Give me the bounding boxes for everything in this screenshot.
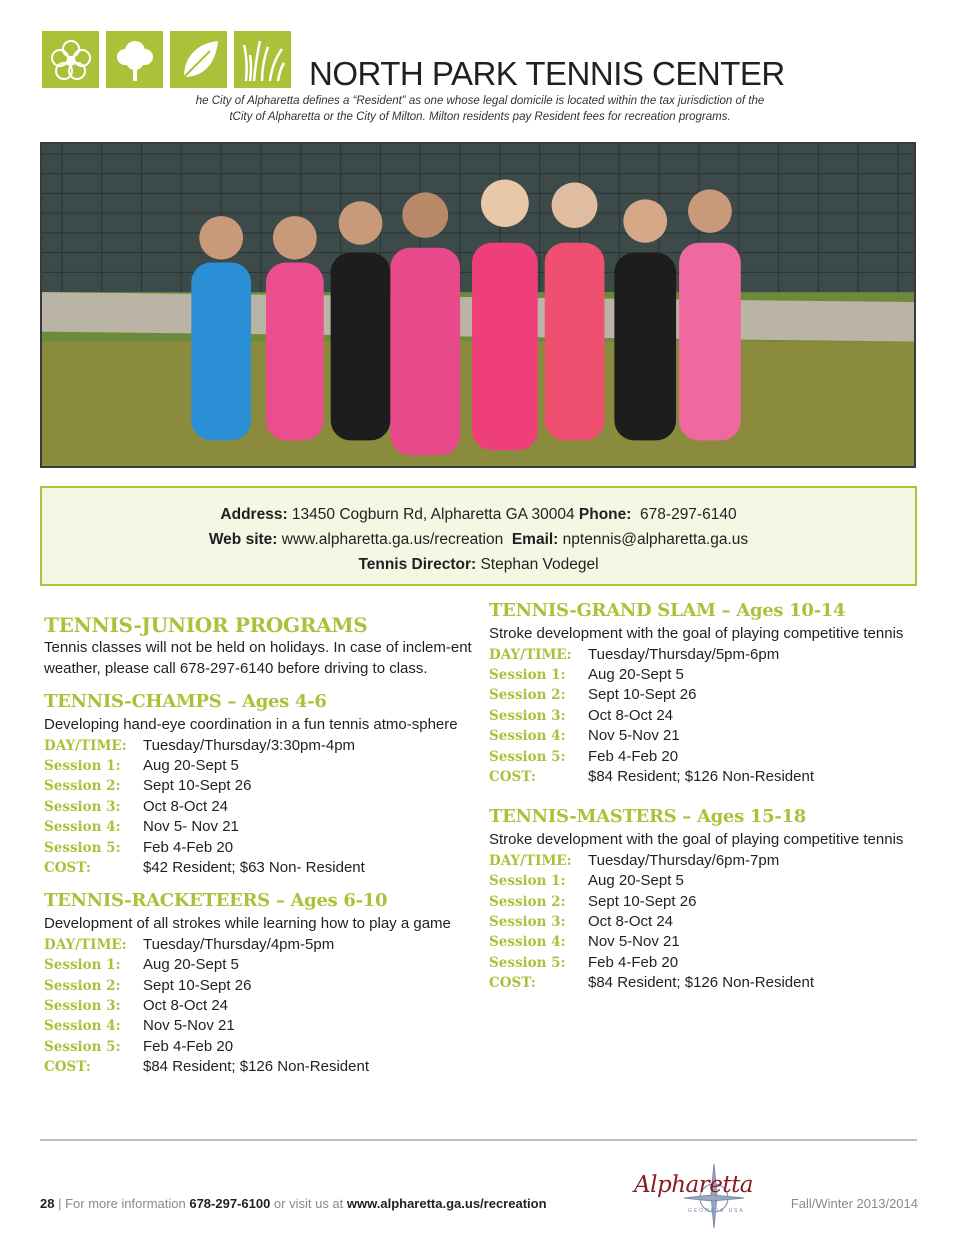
junior-programs-desc: Tennis classes will not be held on holidays. In case of inclem-ent weather, please call 678-297-6140 before driving to class. bbox=[44, 639, 472, 677]
web-label: Web site: bbox=[208, 531, 278, 548]
header-icons bbox=[42, 31, 291, 88]
racketeers-desc: Development of all strokes while learning how to play a game bbox=[44, 915, 451, 933]
grandslam-section bbox=[489, 598, 919, 787]
champs-session-1: Aug 20-Sept 5 bbox=[143, 756, 239, 774]
session-3-label: Session 3: bbox=[489, 707, 566, 724]
champs-daytime-row bbox=[44, 736, 474, 756]
tree-icon bbox=[106, 31, 163, 88]
footer-more-info: For more information bbox=[65, 1196, 190, 1211]
racketeers-session-4-row bbox=[44, 1016, 474, 1036]
email-label: Email: bbox=[511, 531, 559, 548]
grandslam-session-5-row bbox=[489, 747, 919, 767]
session-3-label: Session 3: bbox=[489, 914, 566, 931]
address-value: 13450 Cogburn Rd, Alpharetta GA 30004 bbox=[291, 506, 575, 523]
session-1-label: Session 1: bbox=[489, 666, 566, 683]
masters-session-1: Aug 20-Sept 5 bbox=[588, 872, 684, 890]
daytime-label: DAY/TIME: bbox=[44, 737, 127, 754]
session-1-label: Session 1: bbox=[489, 873, 566, 890]
racketeers-session-5-row bbox=[44, 1037, 474, 1057]
session-1-label: Session 1: bbox=[44, 957, 121, 974]
web-link[interactable]: www.alpharetta.ga.us/recreation bbox=[281, 531, 504, 548]
grandslam-desc: Stroke development with the goal of playing competitive tennis bbox=[489, 625, 904, 642]
director-value: Stephan Vodegel bbox=[480, 556, 599, 573]
racketeers-session-3-row bbox=[44, 996, 474, 1016]
masters-session-5: Feb 4-Feb 20 bbox=[588, 953, 679, 971]
grandslam-session-1: Aug 20-Sept 5 bbox=[588, 665, 684, 683]
grass-icon bbox=[234, 31, 291, 88]
champs-session-2: Sept 10-Sept 26 bbox=[143, 777, 252, 795]
leaf-icon bbox=[170, 31, 227, 88]
daytime-label: DAY/TIME: bbox=[489, 646, 572, 663]
footer-phone: 678-297-6100 bbox=[189, 1196, 271, 1211]
session-4-label: Session 4: bbox=[489, 934, 566, 951]
session-2-label: Session 2: bbox=[44, 778, 121, 795]
champs-session-3-row bbox=[44, 797, 474, 817]
session-5-label: Session 5: bbox=[44, 1038, 121, 1055]
session-4-label: Session 4: bbox=[44, 1018, 121, 1035]
session-2-label: Session 2: bbox=[44, 977, 121, 994]
masters-session-2: Sept 10-Sept 26 bbox=[588, 892, 697, 910]
racketeers-session-3: Oct 8-Oct 24 bbox=[143, 997, 229, 1015]
masters-session-5-row bbox=[489, 953, 919, 973]
champs-session-5-row bbox=[44, 838, 474, 858]
phone-value: 678-297-6140 bbox=[640, 506, 737, 523]
resident-note-line-2: tCity of Alpharetta or the City of Milton. Milton residents pay Resident fees for recreation programs. bbox=[229, 111, 731, 123]
grandslam-cost: $84 Resident; $126 Non-Resident bbox=[588, 767, 814, 785]
racketeers-session-1: Aug 20-Sept 5 bbox=[143, 956, 239, 974]
daytime-label: DAY/TIME: bbox=[44, 936, 127, 953]
champs-desc: Developing hand-eye coordination in a fun tennis atmo-sphere bbox=[44, 716, 458, 733]
grandslam-title: TENNIS-GRAND SLAM – Ages 10-14 bbox=[489, 600, 846, 621]
grandslam-session-2-row bbox=[489, 685, 919, 705]
session-2-label: Session 2: bbox=[489, 893, 566, 910]
left-column bbox=[44, 612, 474, 1078]
champs-cost-row bbox=[44, 858, 474, 878]
resident-note-line-1: he City of Alpharetta defines a “Resident” as one whose legal domicile is located within the tax jurisdiction of the bbox=[195, 95, 765, 107]
champs-session-2-row bbox=[44, 776, 474, 796]
group-photo bbox=[40, 142, 916, 468]
cost-label: COST: bbox=[489, 975, 536, 992]
resident-note bbox=[110, 93, 850, 125]
season-label: Fall/Winter 2013/2014 bbox=[790, 1196, 918, 1211]
junior-programs-title: TENNIS-JUNIOR PROGRAMS bbox=[44, 613, 368, 637]
cost-label: COST: bbox=[44, 1059, 91, 1076]
racketeers-title: TENNIS-RACKETEERS – Ages 6-10 bbox=[44, 890, 388, 912]
champs-session-4-row bbox=[44, 817, 474, 837]
session-3-label: Session 3: bbox=[44, 998, 121, 1015]
masters-session-4-row bbox=[489, 932, 919, 952]
champs-session-5: Feb 4-Feb 20 bbox=[143, 838, 234, 856]
footer-url-link[interactable]: www.alpharetta.ga.us/recreation bbox=[346, 1196, 547, 1211]
phone-label: Phone: bbox=[578, 506, 632, 523]
masters-session-2-row bbox=[489, 892, 919, 912]
page-title: NORTH PARK TENNIS CENTER bbox=[309, 55, 785, 92]
grandslam-session-1-row bbox=[489, 665, 919, 685]
daytime-label: DAY/TIME: bbox=[489, 852, 572, 869]
address-line bbox=[42, 502, 915, 527]
footer-separator: | bbox=[54, 1196, 66, 1211]
masters-section bbox=[489, 804, 919, 993]
masters-session-3: Oct 8-Oct 24 bbox=[588, 913, 674, 931]
director-line bbox=[42, 552, 915, 577]
racketeers-session-2-row bbox=[44, 976, 474, 996]
masters-cost: $84 Resident; $126 Non-Resident bbox=[588, 974, 814, 992]
session-3-label: Session 3: bbox=[44, 798, 121, 815]
footer-or-visit: or visit us at bbox=[270, 1196, 347, 1211]
cost-label: COST: bbox=[489, 768, 536, 785]
logo-subtext: GEORGIA USA bbox=[688, 1208, 745, 1214]
masters-session-1-row bbox=[489, 871, 919, 891]
alpharetta-logo bbox=[628, 1158, 754, 1228]
cost-label: COST: bbox=[44, 859, 91, 876]
grandslam-session-5: Feb 4-Feb 20 bbox=[588, 747, 679, 765]
grandslam-session-2: Sept 10-Sept 26 bbox=[588, 686, 697, 704]
racketeers-session-4: Nov 5-Nov 21 bbox=[143, 1017, 235, 1035]
address-label: Address: bbox=[220, 506, 288, 523]
champs-cost: $42 Resident; $63 Non- Resident bbox=[143, 858, 365, 876]
racketeers-session-1-row bbox=[44, 955, 474, 975]
page-number: 28 bbox=[40, 1196, 55, 1211]
champs-daytime: Tuesday/Thursday/3:30pm-4pm bbox=[143, 736, 356, 754]
masters-title: TENNIS-MASTERS – Ages 15-18 bbox=[489, 806, 806, 828]
session-4-label: Session 4: bbox=[489, 728, 566, 745]
web-line bbox=[42, 527, 915, 552]
champs-session-1-row bbox=[44, 756, 474, 776]
masters-session-3-row bbox=[489, 912, 919, 932]
grandslam-daytime-row bbox=[489, 645, 919, 665]
racketeers-daytime-row bbox=[44, 935, 474, 955]
right-column bbox=[489, 598, 919, 994]
logo-text: Alpharetta bbox=[634, 1172, 754, 1198]
champs-section bbox=[44, 689, 474, 878]
racketeers-session-2: Sept 10-Sept 26 bbox=[143, 976, 252, 994]
session-1-label: Session 1: bbox=[44, 757, 121, 774]
racketeers-cost-row bbox=[44, 1057, 474, 1077]
champs-session-4: Nov 5- Nov 21 bbox=[143, 818, 239, 836]
grandslam-session-3-row bbox=[489, 706, 919, 726]
session-4-label: Session 4: bbox=[44, 819, 121, 836]
footer-divider bbox=[40, 1139, 917, 1141]
email-link[interactable]: nptennis@alpharetta.ga.us bbox=[562, 531, 749, 548]
director-label: Tennis Director: bbox=[358, 556, 477, 573]
racketeers-daytime: Tuesday/Thursday/4pm-5pm bbox=[143, 935, 335, 953]
session-5-label: Session 5: bbox=[489, 954, 566, 971]
grandslam-session-4-row bbox=[489, 726, 919, 746]
flower-icon bbox=[42, 31, 99, 88]
masters-daytime: Tuesday/Thursday/6pm-7pm bbox=[588, 851, 780, 869]
contact-info-box bbox=[40, 486, 917, 586]
session-5-label: Session 5: bbox=[44, 839, 121, 856]
masters-session-4: Nov 5-Nov 21 bbox=[588, 933, 680, 951]
racketeers-session-5: Feb 4-Feb 20 bbox=[143, 1037, 234, 1055]
grandslam-daytime: Tuesday/Thursday/5pm-6pm bbox=[588, 645, 780, 663]
masters-cost-row bbox=[489, 973, 919, 993]
session-5-label: Session 5: bbox=[489, 748, 566, 765]
racketeers-section bbox=[44, 888, 474, 1077]
footer-info bbox=[40, 1196, 547, 1211]
racketeers-cost: $84 Resident; $126 Non-Resident bbox=[143, 1058, 369, 1076]
champs-title: TENNIS-CHAMPS – Ages 4-6 bbox=[44, 691, 327, 712]
grandslam-session-4: Nov 5-Nov 21 bbox=[588, 727, 680, 745]
masters-desc: Stroke development with the goal of playing competitive tennis bbox=[489, 831, 904, 849]
champs-session-3: Oct 8-Oct 24 bbox=[143, 797, 229, 815]
masters-daytime-row bbox=[489, 851, 919, 871]
session-2-label: Session 2: bbox=[489, 687, 566, 704]
grandslam-cost-row bbox=[489, 767, 919, 787]
grandslam-session-3: Oct 8-Oct 24 bbox=[588, 706, 674, 724]
